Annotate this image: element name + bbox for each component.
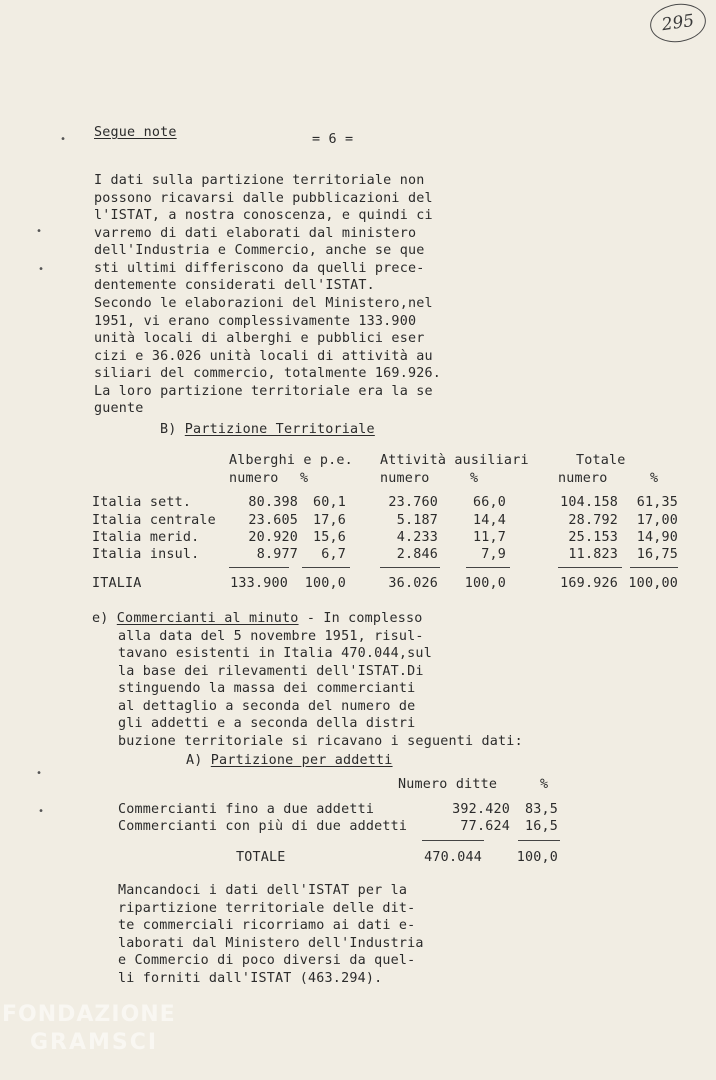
sub-header-percent: % (470, 471, 479, 486)
total-cell: 100,00 (628, 576, 678, 591)
table-rule (380, 567, 440, 568)
col-header-numero-ditte: Numero ditte (398, 777, 498, 792)
text-line: possono ricavarsi dalle pubblicazioni del (94, 190, 433, 206)
cell-value: 23.760 (388, 495, 438, 510)
text-line: buzione territoriale si ricavano i seguenti dati: (118, 733, 523, 749)
text-line: 1951, vi erano complessivamente 133.900 (94, 313, 417, 329)
col-group-attivita: Attività ausiliari (380, 453, 529, 468)
text-line: Mancandoci i dati dell'ISTAT per la (118, 883, 408, 898)
cell-value: 17,6 (312, 513, 346, 528)
cell-value: 16,75 (636, 547, 678, 562)
text-line: cizi e 36.026 unità locali di attività au (94, 348, 433, 364)
cell-value: 4.233 (396, 530, 438, 545)
col-group-totale: Totale (576, 453, 626, 468)
text-line: la base dei rilevamenti dell'ISTAT.Di (118, 663, 424, 679)
cell-value: 17,00 (636, 513, 678, 528)
cell-value: 14,4 (472, 513, 506, 528)
total-cell: 100,0 (464, 576, 506, 591)
table-rule (422, 840, 484, 841)
section-b-prefix: B) (160, 422, 177, 437)
row-label: Italia merid. (92, 530, 200, 545)
table-rule (229, 567, 289, 568)
margin-mark: • (38, 806, 45, 817)
text-line: unità locali di alberghi e pubblici eser (94, 331, 425, 346)
cell-value: 28.792 (568, 513, 618, 528)
text-line: varremo di dati elaborati dal ministero (94, 225, 417, 241)
text-line: ripartizione territoriale delle dit- (118, 900, 416, 916)
row-label: Commercianti con più di due addetti (118, 819, 408, 834)
paragraph-3-prefix: e) (92, 611, 109, 626)
cell-value: 2.846 (396, 547, 438, 562)
margin-mark: • (36, 226, 43, 237)
text-line: l'ISTAT, a nostra conoscenza, e quindi ci (94, 208, 433, 223)
paragraph-3-title: Commercianti al minuto (116, 611, 299, 626)
cell-value: 16,5 (524, 819, 558, 834)
sub-header-percent: % (650, 471, 659, 486)
total-cell: 100,0 (516, 850, 558, 865)
text-line: La loro partizione territoriale era la se (94, 383, 433, 399)
table-rule (466, 567, 510, 568)
text-line: dell'Industria e Commercio, anche se que (94, 243, 425, 258)
cell-value: 66,0 (472, 495, 506, 510)
cell-value: 15,6 (312, 530, 346, 545)
text-line: e Commercio di poco diversi da quel- (118, 953, 416, 968)
cell-value: 80.398 (248, 495, 298, 510)
total-row-label: ITALIA (92, 576, 142, 591)
paragraph-3-first-rest: - In complesso (298, 611, 423, 626)
cell-value: 392.420 (452, 802, 510, 817)
margin-mark: • (38, 264, 45, 275)
section-a-title: Partizione per addetti (210, 753, 393, 768)
page-number: = 6 = (312, 132, 354, 147)
row-label: Italia insul. (92, 547, 200, 562)
total-row-label: TOTALE (236, 850, 286, 865)
row-label: Commercianti fino a due addetti (118, 802, 375, 817)
paragraph-3 (118, 628, 523, 751)
text-line: guente (94, 401, 144, 416)
section-a-heading (186, 752, 393, 770)
text-line: stinguendo la massa dei commercianti (118, 681, 416, 696)
watermark-line-1: FONDAZIONE (2, 1002, 176, 1027)
total-cell: 100,0 (304, 576, 346, 591)
table-rule (302, 567, 350, 568)
paragraph-2 (94, 295, 441, 418)
text-line: alla data del 5 novembre 1951, risul- (118, 628, 424, 644)
sub-header-numero: numero (229, 471, 279, 486)
section-a-prefix: A) (186, 753, 203, 768)
sub-header-percent: % (300, 471, 309, 486)
text-line: I dati sulla partizione territoriale non (94, 173, 425, 188)
table-rule (518, 840, 560, 841)
text-line: dentemente considerati dell'ISTAT. (94, 278, 375, 293)
total-cell: 36.026 (388, 576, 438, 591)
foundation-watermark (0, 1000, 200, 1070)
cell-value: 60,1 (312, 495, 346, 510)
section-b-title: Partizione Territoriale (184, 422, 375, 437)
paragraph-4 (118, 882, 424, 987)
text-line: li forniti dall'ISTAT (463.294). (118, 970, 383, 986)
text-line: gli addetti e a seconda della distri (118, 716, 416, 731)
cell-value: 77.624 (460, 819, 510, 834)
cell-value: 23.605 (248, 513, 298, 528)
paragraph-1 (94, 172, 433, 295)
cell-value: 5.187 (396, 513, 438, 528)
cell-value: 104.158 (560, 495, 618, 510)
total-cell: 169.926 (560, 576, 618, 591)
text-line: Secondo le elaborazioni del Ministero,nel (94, 296, 433, 311)
sub-header-numero: numero (380, 471, 430, 486)
text-line: sti ultimi differiscono da quelli prece- (94, 260, 425, 276)
cell-value: 11.823 (568, 547, 618, 562)
cell-value: 83,5 (524, 802, 558, 817)
cell-value: 11,7 (472, 530, 506, 545)
total-cell: 133.900 (230, 576, 288, 591)
table-rule (558, 567, 622, 568)
section-b-heading (160, 421, 375, 439)
table-rule (630, 567, 678, 568)
text-line: tavano esistenti in Italia 470.044,sul (118, 646, 432, 661)
margin-mark: • (60, 134, 67, 145)
text-line: te commerciali ricorriamo ai dati e- (118, 918, 416, 933)
paragraph-3-first-line (92, 610, 423, 628)
header-note-label: Segue note (94, 125, 177, 140)
cell-value: 25.153 (568, 530, 618, 545)
text-line: al dettaglio a seconda del numero de (118, 698, 416, 714)
margin-mark: • (36, 768, 43, 779)
cell-value: 61,35 (636, 495, 678, 510)
col-group-alberghi: Alberghi e p.e. (229, 453, 353, 468)
row-label: Italia centrale (92, 513, 216, 528)
col-header-percent: % (540, 777, 549, 792)
cell-value: 7,9 (481, 547, 506, 562)
row-label: Italia sett. (92, 495, 192, 510)
text-line: laborati dal Ministero dell'Industria (118, 935, 424, 951)
cell-value: 14,90 (636, 530, 678, 545)
cell-value: 20.920 (248, 530, 298, 545)
watermark-line-2: GRAMSCI (30, 1030, 159, 1055)
total-cell: 470.044 (424, 850, 482, 865)
text-line: siliari del commercio, totalmente 169.926. (94, 366, 441, 381)
cell-value: 6,7 (321, 547, 346, 562)
cell-value: 8.977 (256, 547, 298, 562)
archive-page-stamp: 295 (648, 0, 709, 45)
sub-header-numero: numero (558, 471, 608, 486)
